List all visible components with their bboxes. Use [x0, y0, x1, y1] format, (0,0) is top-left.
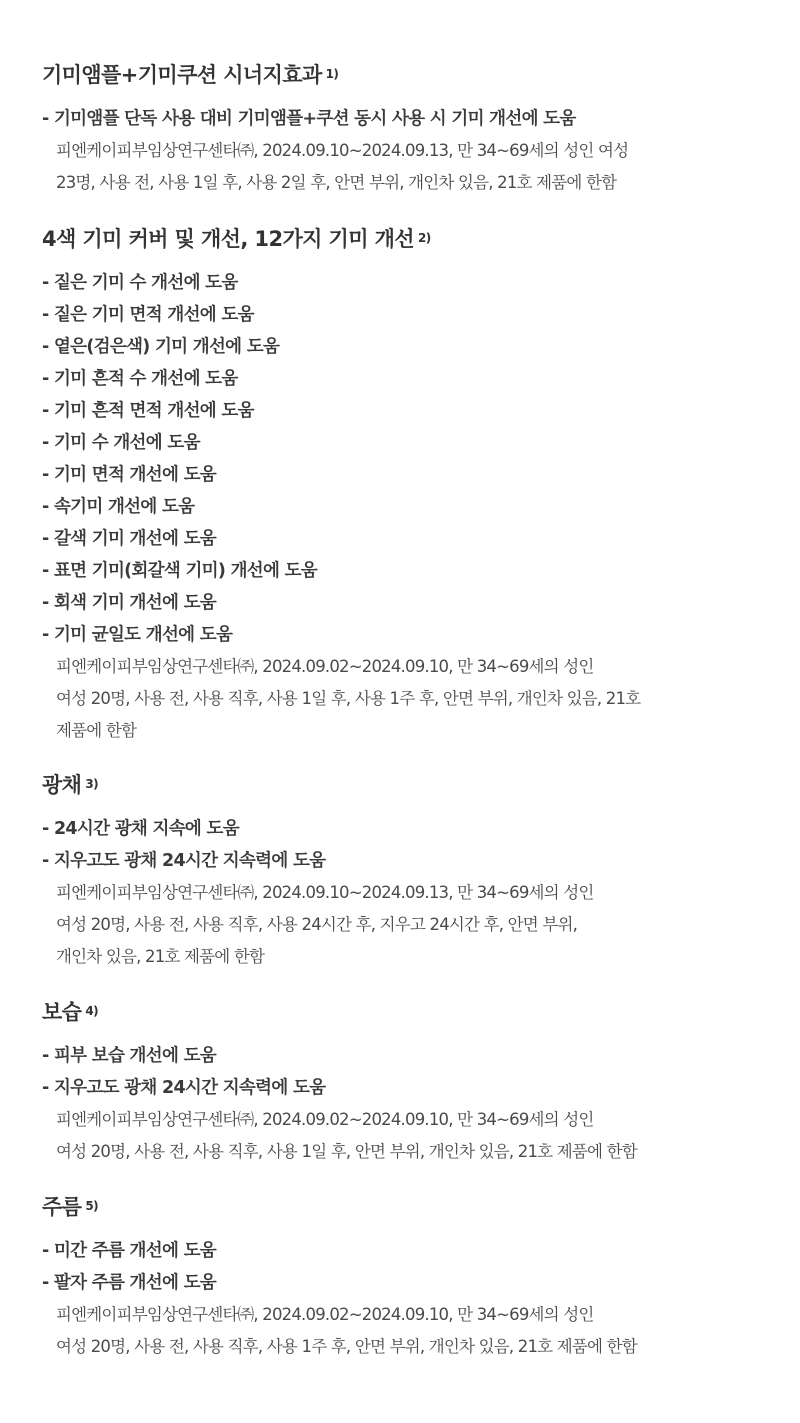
study-note-line: 피엔케이피부임상연구센타㈜, 2024.09.02~2024.09.10, 만 34~69세의 성인	[56, 657, 594, 676]
claim-item: - 기미 흔적 면적 개선에 도움	[42, 401, 254, 421]
claim-list	[42, 267, 760, 651]
section-title	[42, 60, 760, 93]
claim-item: - 지우고도 광채 24시간 지속력에 도움	[42, 1078, 326, 1098]
section-melasma-cover	[42, 224, 760, 747]
study-note-line: 피엔케이피부임상연구센타㈜, 2024.09.10~2024.09.13, 만 34~69세의 성인 여성	[56, 141, 629, 160]
claim-list	[42, 103, 760, 135]
claim-item: - 짙은 기미 수 개선에 도움	[42, 273, 238, 293]
section-title-text: 광채	[42, 773, 82, 797]
study-note-line: 피엔케이피부임상연구센타㈜, 2024.09.10~2024.09.13, 만 34~69세의 성인	[56, 883, 594, 902]
study-note-line: 23명, 사용 전, 사용 1일 후, 사용 2일 후, 안면 부위, 개인차 있음, 21호 제품에 한함	[56, 173, 617, 192]
study-note-line: 제품에 한함	[56, 721, 137, 740]
claim-item: - 기미 면적 개선에 도움	[42, 465, 216, 485]
section-title	[42, 770, 760, 803]
study-note	[42, 877, 760, 973]
study-note	[42, 1104, 760, 1168]
claim-list	[42, 1235, 760, 1299]
claim-list	[42, 813, 760, 877]
study-note	[42, 1299, 760, 1363]
claim-list	[42, 1040, 760, 1104]
claim-item: - 회색 기미 개선에 도움	[42, 593, 216, 613]
study-note-line: 개인차 있음, 21호 제품에 한함	[56, 947, 265, 966]
claim-item: - 팔자 주름 개선에 도움	[42, 1273, 216, 1293]
footnote-ref: 4)	[85, 1004, 99, 1018]
study-note-line: 여성 20명, 사용 전, 사용 직후, 사용 24시간 후, 지우고 24시간 후, 안면 부위,	[56, 915, 578, 934]
claim-item: - 표면 기미(회갈색 기미) 개선에 도움	[42, 561, 317, 581]
study-note-line: 여성 20명, 사용 전, 사용 직후, 사용 1일 후, 사용 1주 후, 안면 부위, 개인차 있음, 21호	[56, 689, 641, 708]
section-title-text: 4색 기미 커버 및 개선, 12가지 기미 개선	[42, 227, 414, 251]
section-wrinkle	[42, 1192, 760, 1363]
claim-item: - 갈색 기미 개선에 도움	[42, 529, 216, 549]
study-note-line: 피엔케이피부임상연구센타㈜, 2024.09.02~2024.09.10, 만 34~69세의 성인	[56, 1305, 594, 1324]
claim-item: - 지우고도 광채 24시간 지속력에 도움	[42, 851, 326, 871]
section-title	[42, 224, 760, 257]
section-title-text: 기미앰플+기미쿠션 시너지효과	[42, 63, 322, 87]
section-moisture	[42, 997, 760, 1168]
footnote-ref: 5)	[85, 1199, 99, 1213]
study-note-line: 여성 20명, 사용 전, 사용 직후, 사용 1일 후, 안면 부위, 개인차 있음, 21호 제품에 한함	[56, 1142, 637, 1161]
claim-item: - 기미 흔적 수 개선에 도움	[42, 369, 238, 389]
section-title-text: 주름	[42, 1195, 82, 1219]
claim-item: - 기미 균일도 개선에 도움	[42, 625, 233, 645]
claim-item: - 기미앰플 단독 사용 대비 기미앰플+쿠션 동시 사용 시 기미 개선에 도움	[42, 109, 576, 129]
footnote-ref: 2)	[418, 231, 431, 245]
claim-item: - 짙은 기미 면적 개선에 도움	[42, 305, 254, 325]
section-radiance	[42, 770, 760, 973]
section-title	[42, 997, 760, 1030]
footnote-ref: 1)	[325, 67, 339, 81]
study-note	[42, 135, 760, 199]
claim-item: - 옅은(검은색) 기미 개선에 도움	[42, 337, 280, 357]
study-note-line: 여성 20명, 사용 전, 사용 직후, 사용 1주 후, 안면 부위, 개인차 있음, 21호 제품에 한함	[56, 1337, 637, 1356]
study-note-line: 피엔케이피부임상연구센타㈜, 2024.09.02~2024.09.10, 만 34~69세의 성인	[56, 1110, 594, 1129]
claim-item: - 미간 주름 개선에 도움	[42, 1241, 216, 1261]
claim-item: - 속기미 개선에 도움	[42, 497, 195, 517]
study-note	[42, 651, 760, 747]
claim-item: - 기미 수 개선에 도움	[42, 433, 200, 453]
section-synergy	[42, 60, 760, 199]
footnote-ref: 3)	[85, 777, 99, 791]
claim-item: - 24시간 광채 지속에 도움	[42, 819, 239, 839]
section-title	[42, 1192, 760, 1225]
claim-item: - 피부 보습 개선에 도움	[42, 1046, 216, 1066]
section-title-text: 보습	[42, 1000, 82, 1024]
